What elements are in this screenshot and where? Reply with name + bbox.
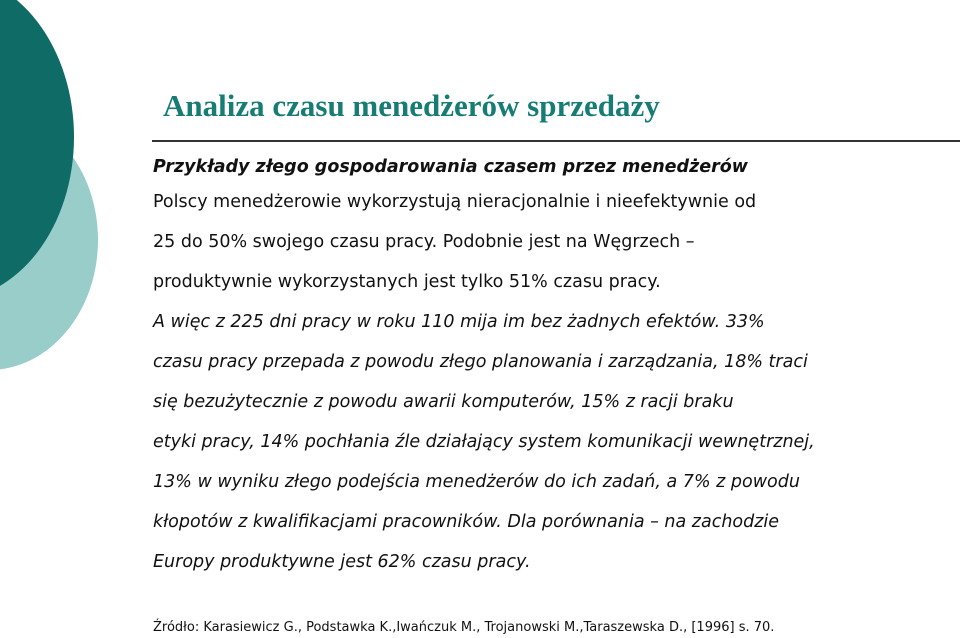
body-line: Polscy menedżerowie wykorzystują nieracjonalnie i nieefektywnie od [153, 192, 757, 212]
subtitle: Przykłady złego gospodarowania czasem przez menedżerów [153, 157, 748, 177]
body-line-italic: etyki pracy, 14% pochłania źle działający system komunikacji wewnętrznej, [153, 432, 815, 452]
slide-title: Analiza czasu menedżerów sprzedaży [163, 88, 660, 123]
body-line-italic: 13% w wyniku złego podejścia menedżerów do ich zadań, a 7% z powodu [153, 472, 800, 492]
body-line-italic: kłopotów z kwalifikacjami pracowników. Dla porównania – na zachodzie [153, 512, 780, 532]
body-line: 25 do 50% swojego czasu pracy. Podobnie jest na Węgrzech – [153, 232, 695, 252]
body-line-italic: Europy produktywne jest 62% czasu pracy. [153, 552, 531, 572]
source-citation: Źródło: Karasiewicz G., Podstawka K.,Iwańczuk M., Trojanowski M.,Taraszewska D., [1996] s. 70. [153, 620, 775, 635]
body-line-italic: się bezużytecznie z powodu awarii komputerów, 15% z racji braku [153, 392, 734, 412]
body-line-italic: A więc z 225 dni pracy w roku 110 mija im bez żadnych efektów. 33% [153, 312, 765, 332]
title-divider [152, 140, 960, 142]
body-line-italic: czasu pracy przepada z powodu złego planowania i zarządzania, 18% traci [153, 352, 808, 372]
slide-body [153, 152, 943, 582]
body-line: produktywnie wykorzystanych jest tylko 51% czasu pracy. [153, 272, 661, 292]
